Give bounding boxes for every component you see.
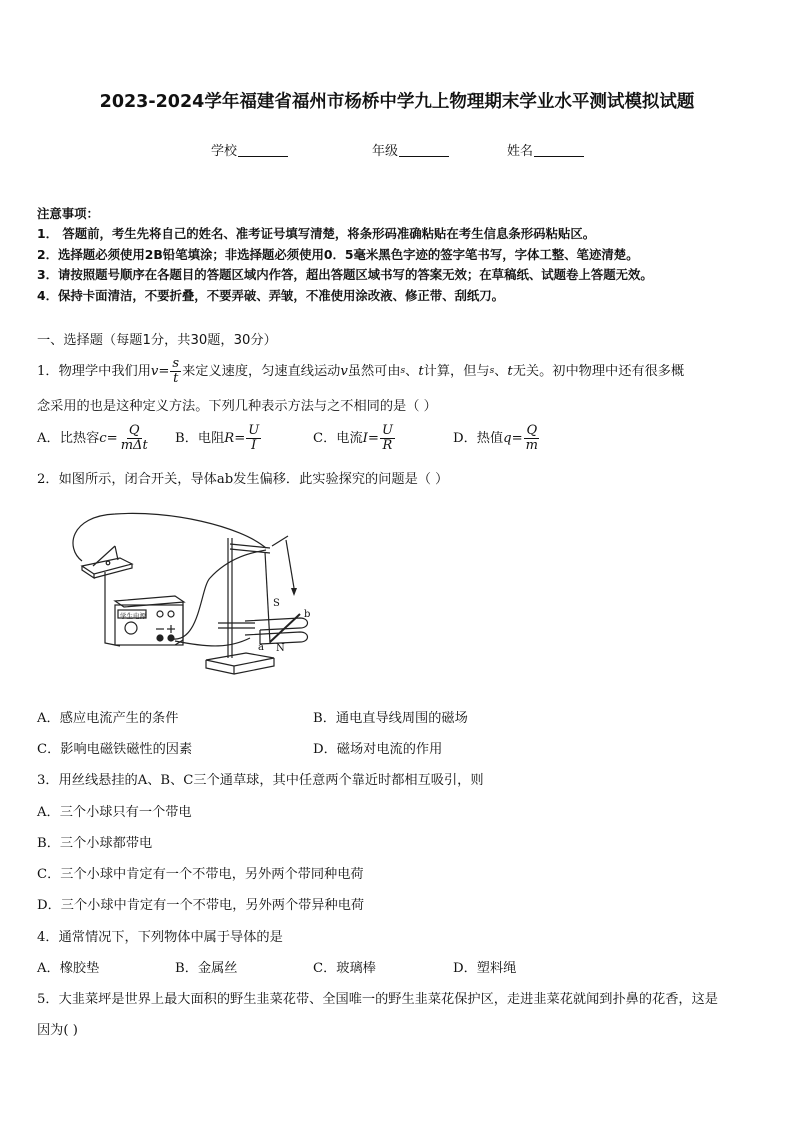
u-magnet bbox=[245, 618, 308, 644]
notice-item: 2．选择题必须使用2B铅笔填涂；非选择题必须使用0．5毫米黑色字迹的签字笔书写，字体工整、笔迹清楚。 bbox=[37, 247, 639, 262]
question-5-line-1: 5．大韭菜坪是世界上最大面积的野生韭菜花带、全国唯一的野生韭菜花保护区，走进韭菜花就闻到扑鼻的花香，这是 bbox=[37, 992, 718, 1007]
question-5-line-2: 因为( ) bbox=[37, 1023, 78, 1038]
wire bbox=[105, 572, 120, 646]
q2-option-a[interactable]: A．感应电流产生的条件 bbox=[37, 711, 179, 726]
q3-option-b[interactable]: B．三个小球都带电 bbox=[37, 836, 153, 851]
wire bbox=[73, 513, 266, 561]
q1-option-a[interactable]: A．比热容c= $\frac{Q}{\text{mΔt}}$ bbox=[37, 423, 148, 453]
magnet-n-label: N bbox=[276, 643, 285, 654]
notice-item: 4．保持卡面清洁，不要折叠，不要弄破、弄皱，不准使用涂改液、修正带、刮纸刀。 bbox=[37, 288, 505, 303]
q4-option-b[interactable]: B．金属丝 bbox=[175, 961, 238, 976]
conductor-b-label: b bbox=[304, 609, 311, 620]
q1-option-c[interactable]: C．电流I= $\frac{U}{R}$ bbox=[313, 423, 393, 453]
conductor-a-label: a bbox=[258, 642, 264, 653]
experiment-figure bbox=[60, 508, 330, 678]
school-label: 学校 bbox=[211, 144, 238, 159]
q3-option-a[interactable]: A．三个小球只有一个带电 bbox=[37, 805, 192, 820]
q1-option-d[interactable]: D．热值q= $\frac{Q}{m}$ bbox=[453, 423, 538, 453]
section-heading: 一、选择题（每题1分，共30题，30分） bbox=[37, 333, 277, 348]
q1-option-b[interactable]: B．电阻R= $\frac{U}{I}$ bbox=[175, 423, 260, 453]
question-3-stem: 3．用丝线悬挂的A、B、C三个通草球，其中任意两个靠近时都相互吸引，则 bbox=[37, 773, 484, 788]
question-1-line-2: 念采用的也是这种定义方法。下列几种表示方法与之不相同的是（ ） bbox=[37, 399, 437, 414]
notice-heading: 注意事项： bbox=[37, 206, 99, 221]
q3-option-c[interactable]: C．三个小球中肯定有一个不带电，另外两个带同种电荷 bbox=[37, 867, 364, 882]
power-label: 学生电源 bbox=[120, 612, 146, 620]
q2-option-d[interactable]: D．磁场对电流的作用 bbox=[313, 742, 443, 757]
grade-field[interactable] bbox=[372, 140, 449, 159]
notice-item: 3．请按照题号顺序在各题目的答题区域内作答，超出答题区域书写的答案无效；在草稿纸、试题卷上答题无效。 bbox=[37, 267, 653, 282]
question-2-stem: 2．如图所示，闭合开关，导体ab发生偏移．此实验探究的问题是（ ） bbox=[37, 472, 449, 487]
power-supply bbox=[115, 596, 184, 645]
name-field[interactable] bbox=[507, 140, 584, 159]
q3-option-d[interactable]: D．三个小球中肯定有一个不带电，另外两个带异种电荷 bbox=[37, 898, 365, 913]
grade-label: 年级 bbox=[372, 144, 399, 159]
q2-option-b[interactable]: B．通电直导线周围的磁场 bbox=[313, 711, 468, 726]
q4-option-a[interactable]: A．橡胶垫 bbox=[37, 961, 100, 976]
name-label: 姓名 bbox=[507, 144, 534, 159]
magnet-s-label: S bbox=[273, 598, 280, 609]
wire bbox=[175, 638, 250, 646]
page-title: 2023-2024学年福建省福州市杨桥中学九上物理期末学业水平测试模拟试题 bbox=[99, 92, 695, 112]
switch-icon bbox=[82, 558, 132, 574]
q2-option-c[interactable]: C．影响电磁铁磁性的因素 bbox=[37, 742, 193, 757]
velocity-fraction: $\frac{s}{t}$ bbox=[172, 356, 180, 386]
question-1-line-1: 1．物理学中我们用v= $\frac{s}{t}$ 来定义速度，匀速直线运动v虽然可由s、t计算，但与s、t无关。初中物理中还有很多概 bbox=[37, 356, 685, 386]
q4-option-c[interactable]: C．玻璃棒 bbox=[313, 961, 376, 976]
notice-item: 1． 答题前，考生先将自己的姓名、准考证号填写清楚，将条形码准确粘贴在考生信息条形码粘贴区。 bbox=[37, 226, 596, 241]
q4-option-d[interactable]: D．塑料绳 bbox=[453, 961, 517, 976]
question-4-stem: 4．通常情况下，下列物体中属于导体的是 bbox=[37, 930, 283, 945]
school-field[interactable] bbox=[211, 140, 288, 159]
